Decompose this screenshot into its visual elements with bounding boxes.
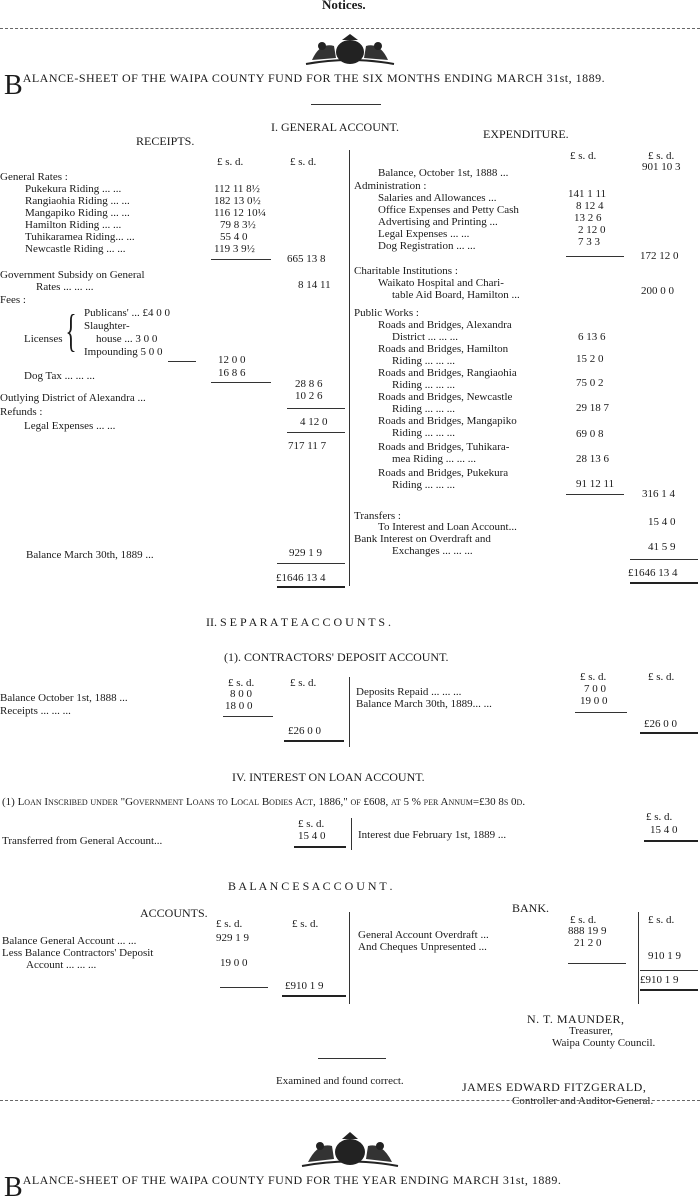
receipt-item: Newcastle Riding ... ... [25,243,126,255]
sep-right-1-amount: 7 0 0 [584,683,606,695]
separate-heading: II. S E P A R A T E A C C O U N T S . [206,615,392,629]
license-item: Publicans' ... £4 0 0 [84,307,171,319]
balances-heading: B A L A N C E S A C C O U N T . [228,879,393,893]
admin-label: Administration : [354,180,427,192]
receipts-heading: RECEIPTS. [136,134,195,148]
col-header-lsd: £ s. d. [298,818,325,830]
pw-item-2: District ... ... ... [392,331,458,343]
subtotal-rule [566,256,624,257]
treasurer-name: N. T. MAUNDER, [527,1012,625,1026]
pw-item: Roads and Bridges, Hamilton [378,343,509,355]
subtotal-rule [566,494,624,495]
subtotal-rule [220,987,268,988]
pw-item: Roads and Bridges, Tuhikara- [378,441,510,453]
pw-amount: 69 0 8 [576,428,604,440]
interest-right-label: Interest due February 1st, 1889 ... [358,829,507,841]
title-rule [311,104,381,105]
interest-left-amount: 15 4 0 [298,830,326,842]
sep-right-total: £26 0 0 [644,718,677,730]
bank-interest-label-2: Exchanges ... ... ... [392,545,473,557]
transfers-label: Transfers : [354,510,401,522]
licenses-total: 12 0 0 [218,354,246,366]
interest-heading: IV. INTEREST ON LOAN ACCOUNT. [232,770,425,784]
subtotal-rule [211,382,271,383]
admin-amount: 8 12 4 [576,200,604,212]
pw-item-2: Riding ... ... ... [392,403,455,415]
receipt-amount: 79 8 3½ [220,219,256,231]
total-double-rule [284,740,344,742]
bal-right-1-amount: 888 19 9 [568,925,607,937]
pw-item-2: mea Riding ... ... ... [392,453,477,465]
section-title: Notices. [322,0,366,12]
title-text: ALANCE-SHEET OF THE WAIPA COUNTY FUND FOR THE SIX MONTHS ENDING MARCH 31st, 1889. [22,71,606,85]
auditor-name: JAMES EDWARD FITZGERALD, [462,1080,647,1094]
col-header-lsd: £ s. d. [217,156,244,168]
title-initial: B [4,70,23,101]
pw-item-2: Riding ... ... ... [392,427,455,439]
balance-march-label: Balance March 30th, 1889 ... [26,549,154,561]
col-header-lsd: £ s. d. [648,671,675,683]
title-line-2 [4,1174,561,1202]
title-line [4,72,605,100]
subtotal-rule [575,712,627,713]
divider [0,28,700,29]
pw-amount: 6 13 6 [578,331,606,343]
total-double-rule [294,846,346,848]
refunds-label: Refunds : [0,406,43,418]
sep-left-2-amount: 18 0 0 [225,700,253,712]
admin-amount: 2 12 0 [578,224,606,236]
to-interest-label: To Interest and Loan Account... [378,521,517,533]
bal-left-2: Less Balance Contractors' Deposit [2,947,154,959]
legal-amount: 4 12 0 [300,416,328,428]
pw-amount: 29 18 7 [576,402,609,414]
subsidy-label: Government Subsidy on General [0,269,145,281]
receipt-amount: 116 12 10¼ [214,207,266,219]
examined-text: Examined and found correct. [276,1075,404,1087]
receipt-item: Hamilton Riding ... ... [25,219,122,231]
sep-left-1-amount: 8 0 0 [230,688,252,700]
col-header-lsd: £ s. d. [290,677,317,689]
outlying-label: Outlying District of Alexandra ... [0,392,146,404]
interest-right-amount: 15 4 0 [650,824,678,836]
col-header-lsd: £ s. d. [648,150,675,162]
col-header-lsd: £ s. d. [580,671,607,683]
subtotal-rule [211,259,271,260]
total-double-rule [640,989,698,991]
receipts-subtotal: 717 11 7 [288,440,327,452]
title-initial: B [4,1172,23,1203]
col-header-lsd: £ s. d. [292,918,319,930]
fees-label: Fees : [0,294,26,306]
bal-right-1: General Account Overdraft ... [358,929,489,941]
auditor-title: Controller and Auditor-General. [512,1095,654,1107]
receipt-item: Pukekura Riding ... ... [25,183,122,195]
loan-line: (1) Loan Inscribed under "Government Loans to Local Bodies Act, 1886," of £608, at 5 % per Annum=£30 8s 0d. [2,796,526,808]
license-item: house ... 3 0 0 [96,333,158,345]
bank-heading: BANK. [512,901,550,915]
col-header-lsd: £ s. d. [228,677,255,689]
contractors-heading: (1). CONTRACTORS' DEPOSIT ACCOUNT. [224,650,449,664]
treasurer-title: Treasurer, [569,1025,614,1037]
subtotal-rule [168,361,196,362]
sep-right-1: Deposits Repaid ... ... ... [356,686,462,698]
receipt-item: Tuhikaramea Riding... ... [25,231,135,243]
bal-right-total: £910 1 9 [640,974,679,986]
waikato-amount: 200 0 0 [641,285,674,297]
bal-left-1: Balance General Account ... ... [2,935,137,947]
col-header-lsd: £ s. d. [648,914,675,926]
dog-tax-amount: 16 8 6 [218,367,246,379]
admin-item: Dog Registration ... ... [378,240,476,252]
bal-left-2-amount: 19 0 0 [220,957,248,969]
sep-right-2: Balance March 30th, 1889... ... [356,698,492,710]
receipt-amount: 182 13 0½ [214,195,261,207]
receipt-item: Rangiaohia Riding ... ... [25,195,130,207]
subsidy-label-2: Rates ... ... ... [36,281,94,293]
center-rule [351,818,352,850]
col-header-lsd: £ s. d. [570,914,597,926]
pw-item: Roads and Bridges, Mangapiko [378,415,517,427]
coat-of-arms-icon [298,1130,402,1168]
divider [0,1100,700,1101]
total-double-rule [277,586,345,588]
license-item: Slaughter- [84,320,130,332]
sep-right-2-amount: 19 0 0 [580,695,608,707]
total-double-rule [630,582,698,584]
expenditure-total: £1646 13 4 [628,567,678,579]
receipts-total: £1646 13 4 [276,572,326,584]
subtotal-rule [287,432,345,433]
balance-march-amount: 929 1 9 [289,547,322,559]
receipt-amount: 55 4 0 [220,231,248,243]
total-double-rule [644,840,698,842]
pw-item: Roads and Bridges, Alexandra [378,319,512,331]
pw-amount: 75 0 2 [576,377,604,389]
total-double-rule [640,732,698,734]
bal-left-2b: Account ... ... ... [26,959,97,971]
pw-item-2: Riding ... ... ... [392,379,455,391]
col-header-lsd: £ s. d. [570,150,597,162]
bank-interest-amount: 41 5 9 [648,541,676,553]
pw-total: 316 1 4 [642,488,675,500]
center-rule [349,677,350,747]
waikato-label: Waikato Hospital and Chari- [378,277,504,289]
pw-amount: 28 13 6 [576,453,609,465]
pw-item-2: Riding ... ... ... [392,355,455,367]
waikato-label-2: table Aid Board, Hamilton ... [392,289,520,301]
admin-item: Office Expenses and Petty Cash [378,204,519,216]
charitable-label: Charitable Institutions : [354,265,458,277]
center-rule [349,912,350,1004]
treasurer-org: Waipa County Council. [552,1037,656,1049]
dog-tax-label: Dog Tax ... ... ... [24,370,95,382]
total-rule [630,559,698,560]
general-heading: I. GENERAL ACCOUNT. [271,120,399,134]
subtotal-rule [223,716,273,717]
bal-left-1-amount: 929 1 9 [216,932,249,944]
rates-total: 665 13 8 [287,253,326,265]
admin-amount: 13 2 6 [574,212,602,224]
brace-icon: { [65,305,77,356]
admin-amount: 7 3 3 [578,236,600,248]
accounts-heading: ACCOUNTS. [140,906,208,920]
licenses-label: Licenses [24,333,63,345]
legal-label: Legal Expenses ... ... [24,420,116,432]
sep-left-total: £26 0 0 [288,725,321,737]
exp-balance-amount: 901 10 3 [642,161,681,173]
receipt-item: Mangapiko Riding ... ... [25,207,130,219]
col-header-lsd: £ s. d. [646,811,673,823]
expenditure-heading: EXPENDITURE. [483,127,569,141]
fees-total: 28 8 6 [295,378,323,390]
admin-amount: 141 1 11 [568,188,607,200]
subsidy-amount: 8 14 11 [298,279,331,291]
total-rule [640,970,698,971]
receipt-amount: 112 11 8½ [214,183,260,195]
bal-right-2: And Cheques Unpresented ... [358,941,487,953]
pw-item: Roads and Bridges, Newcastle [378,391,513,403]
admin-total: 172 12 0 [640,250,679,262]
coat-of-arms-icon [302,32,398,66]
outlying-amount: 10 2 6 [295,390,323,402]
bal-left-total: £910 1 9 [285,980,324,992]
bank-interest-label: Bank Interest on Overdraft and [354,533,491,545]
center-rule [349,150,350,586]
pw-item: Roads and Bridges, Pukekura [378,467,509,479]
subtotal-rule [287,408,345,409]
col-header-lsd: £ s. d. [290,156,317,168]
interest-left-label: Transferred from General Account... [2,835,163,847]
pw-amount: 91 12 11 [576,478,615,490]
admin-item: Legal Expenses ... ... [378,228,470,240]
subtotal-rule [568,963,626,964]
total-rule [277,563,345,564]
pw-amount: 15 2 0 [576,353,604,365]
admin-item: Salaries and Allowances ... [378,192,497,204]
total-double-rule [282,995,346,997]
admin-item: Advertising and Printing ... [378,216,498,228]
public-works-label: Public Works : [354,307,419,319]
title-text: ALANCE-SHEET OF THE WAIPA COUNTY FUND FOR THE YEAR ENDING MARCH 31st, 1889. [22,1173,562,1187]
column-rule [638,912,639,1004]
sep-left-2: Receipts ... ... ... [0,705,71,717]
pw-item: Roads and Bridges, Rangiaohia [378,367,517,379]
license-item: Impounding 5 0 0 [84,346,163,358]
sep-left-1: Balance October 1st, 1888 ... [0,692,128,704]
pw-item-2: Riding ... ... ... [392,479,455,491]
bal-right-sub: 910 1 9 [648,950,681,962]
exp-balance-label: Balance, October 1st, 1888 ... [378,167,509,179]
col-header-lsd: £ s. d. [216,918,243,930]
general-rates-label: General Rates : [0,171,68,183]
receipt-amount: 119 3 9½ [214,243,255,255]
section-rule [318,1058,386,1059]
to-interest-amount: 15 4 0 [648,516,676,528]
bal-right-2-amount: 21 2 0 [574,937,602,949]
